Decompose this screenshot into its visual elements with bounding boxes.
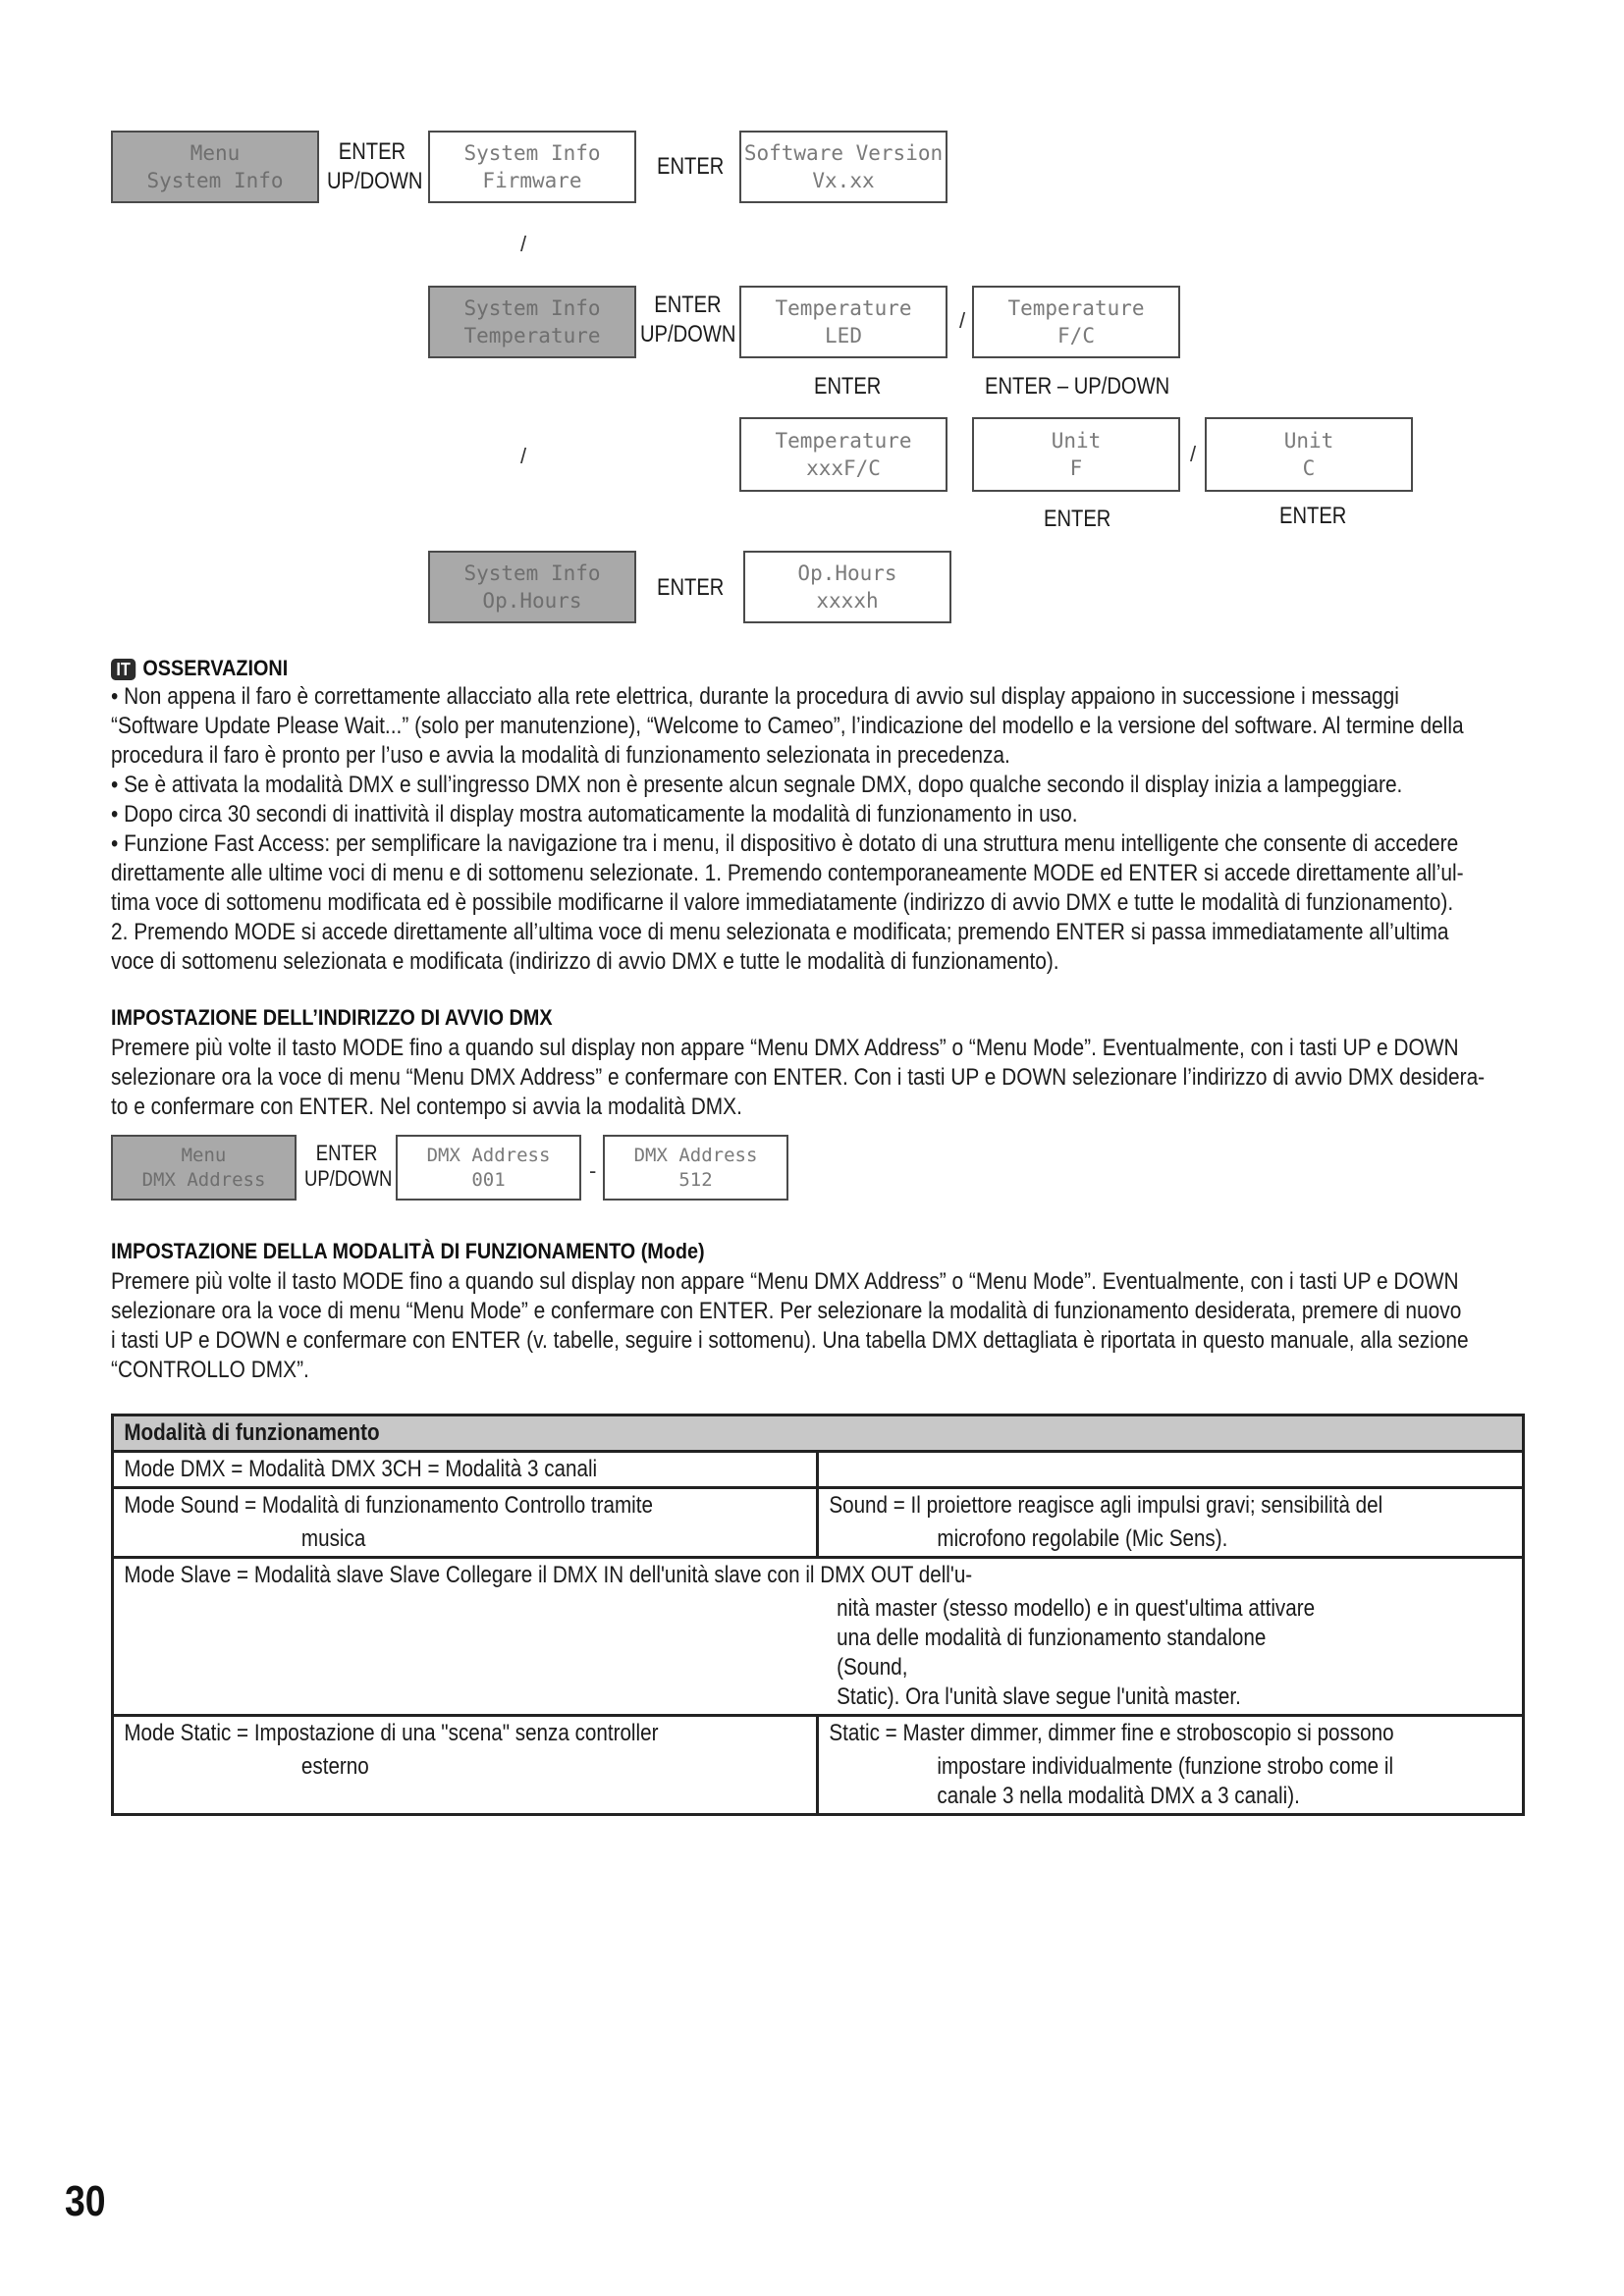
enter-updown-label: ENTER UP/DOWN xyxy=(304,1141,393,1191)
text-line: procedura il faro è pronto per l’uso e avvia la modalità di funzionamento selezionata in precedenza. xyxy=(111,742,1010,769)
display-system-info-firmware: System Info Firmware xyxy=(428,131,636,203)
display-temperature-led: Temperature LED xyxy=(739,286,947,358)
display-dmx-address-001: DMX Address 001 xyxy=(396,1135,581,1201)
display-dmx-address-512: DMX Address 512 xyxy=(603,1135,788,1201)
table-header-row xyxy=(113,1415,1524,1452)
table-cell-right xyxy=(818,1452,1524,1488)
text-line: voce di sottomenu selezionata e modificata (indirizzo di avvio DMX e tutte le modalità di funzionamento). xyxy=(111,948,1059,975)
display-system-info-ophours: System Info Op.Hours xyxy=(428,551,636,623)
text-line: tima voce di sottomenu modificata ed è possibile modificarne il valore immediatamente (indirizzo di avvio DMX e tutte le modalità di funzionamento). xyxy=(111,889,1454,916)
observations-title: OSSERVAZIONI xyxy=(142,656,289,680)
display-system-info-temperature: System Info Temperature xyxy=(428,286,636,358)
separator-slash: / xyxy=(520,444,527,468)
mode-setting-text xyxy=(111,1267,1469,1385)
display-temperature-value: Temperature xxxF/C xyxy=(739,417,947,492)
display-menu-dmx-address: Menu DMX Address xyxy=(111,1135,297,1201)
text-line: i tasti UP e DOWN e confermare con ENTER (v. tabelle, seguire i sottomenu). Una tabella DMX dettagliata è riportata in questo manuale, alla sezione xyxy=(111,1327,1469,1354)
enter-label: ENTER xyxy=(1279,503,1347,529)
text-line: to e confermare con ENTER. Nel contempo si avvia la modalità DMX. xyxy=(111,1094,742,1120)
enter-label: ENTER xyxy=(657,574,725,601)
text-line: selezionare ora la voce di menu “Menu DMX Address” e confermare con ENTER. Con i tasti UP e DOWN selezionare l’indirizzo di avvio DMX desidera- xyxy=(111,1064,1486,1091)
display-menu-system-info: Menu System Info xyxy=(111,131,319,203)
enter-label: ENTER xyxy=(657,153,725,180)
text-line: “CONTROLLO DMX”. xyxy=(111,1357,309,1383)
table-cell-main: Mode Sound = Modalità di funzionamento Controllo tramite musica xyxy=(113,1488,818,1558)
text-line: • Non appena il faro è correttamente allacciato alla rete elettrica, durante la procedura di avvio sul display appaiono in successione i messaggi xyxy=(111,683,1399,710)
display-unit-c: Unit C xyxy=(1205,417,1413,492)
mode-setting-heading: IMPOSTAZIONE DELLA MODALITÀ DI FUNZIONAMENTO (Mode) xyxy=(111,1239,705,1263)
display-temperature-fc: Temperature F/C xyxy=(972,286,1180,358)
dmx-address-heading: IMPOSTAZIONE DELL’INDIRIZZO DI AVVIO DMX xyxy=(111,1005,553,1030)
enter-updown-label: ENTER – UP/DOWN xyxy=(985,373,1170,400)
enter-updown-label: ENTER UP/DOWN xyxy=(640,292,736,347)
enter-label: ENTER xyxy=(814,373,882,400)
enter-label: ENTER xyxy=(1044,506,1111,532)
display-software-version: Software Version Vx.xx xyxy=(739,131,947,203)
observations-text xyxy=(111,682,1464,977)
text-line: Premere più volte il tasto MODE fino a quando sul display non appare “Menu DMX Address” o “Menu Mode”. Eventualmente, con i tasti UP e DOWN xyxy=(111,1268,1459,1295)
table-cell-main: Mode Static = Impostazione di una "scena" senza controller esterno xyxy=(113,1716,818,1815)
table-cell-right: Static = Master dimmer, dimmer fine e stroboscopio si possono impostare individualmente (funzione strobo come il canale 3 nella modalità DMX a 3 canali). xyxy=(818,1716,1524,1815)
text-line: 2. Premendo MODE si accede direttamente all’ultima voce di menu selezionata e modificata; premendo ENTER si passa immediatamente all’ultima xyxy=(111,919,1449,945)
separator-slash: / xyxy=(959,308,966,333)
enter-updown-label: ENTER UP/DOWN xyxy=(327,138,423,194)
table-row xyxy=(113,1452,1524,1488)
page-number: 30 xyxy=(65,2177,106,2225)
separator-dash: - xyxy=(589,1158,597,1183)
table-row xyxy=(113,1558,1524,1716)
text-line: Premere più volte il tasto MODE fino a quando sul display non appare “Menu DMX Address” o “Menu Mode”. Eventualmente, con i tasti UP e DOWN xyxy=(111,1035,1459,1061)
table-cell-main: Mode Slave = Modalità slave Slave Collegare il DMX IN dell'unità slave con il DMX OUT dell'u- nità master (stesso modello) e in quest'ultima attivare una delle modalità di funzionamento standalone (Sound, Static). Ora l'unità slave segue l'unità master. xyxy=(113,1558,1524,1716)
table-header-cell xyxy=(113,1415,1524,1452)
text-line: • Se è attivata la modalità DMX e sull’ingresso DMX non è presente alcun segnale DMX, dopo qualche secondo il display inizia a lampeggiare. xyxy=(111,772,1403,798)
table-cell-right: Sound = Il proiettore reagisce agli impulsi gravi; sensibilità del microfono regolabile (Mic Sens). xyxy=(818,1488,1524,1558)
table-row xyxy=(113,1488,1524,1558)
language-badge: IT xyxy=(111,659,135,680)
observations-heading xyxy=(111,656,288,681)
display-unit-f: Unit F xyxy=(972,417,1180,492)
table-cell-main: Mode DMX = Modalità DMX 3CH = Modalità 3 canali xyxy=(113,1452,818,1488)
text-line: • Funzione Fast Access: per semplificare la navigazione tra i menu, il dispositivo è dotato di una struttura menu intelligente che consente di accedere xyxy=(111,830,1459,857)
text-line: • Dopo circa 30 secondi di inattività il display mostra automaticamente la modalità di funzionamento in uso. xyxy=(111,801,1078,828)
dmx-address-text xyxy=(111,1034,1486,1122)
text-line: selezionare ora la voce di menu “Menu Mode” e confermare con ENTER. Per selezionare la modalità di funzionamento desiderata, premere di nuovo xyxy=(111,1298,1462,1324)
table-row xyxy=(113,1716,1524,1815)
display-ophours-value: Op.Hours xxxxh xyxy=(743,551,951,623)
text-line: direttamente alle ultime voci di menu e di sottomenu selezionate. 1. Premendo contemporaneamente MODE ed ENTER si accede direttamente all’ul- xyxy=(111,860,1464,886)
separator-slash: / xyxy=(520,232,527,256)
operating-modes-table xyxy=(111,1414,1525,1816)
table-header-text: Modalità di funzionamento xyxy=(124,1419,380,1446)
separator-slash: / xyxy=(1190,442,1197,466)
text-line: “Software Update Please Wait...” (solo per manutenzione), “Welcome to Cameo”, l’indicazione del modello e la versione del software. Al termine della xyxy=(111,713,1464,739)
